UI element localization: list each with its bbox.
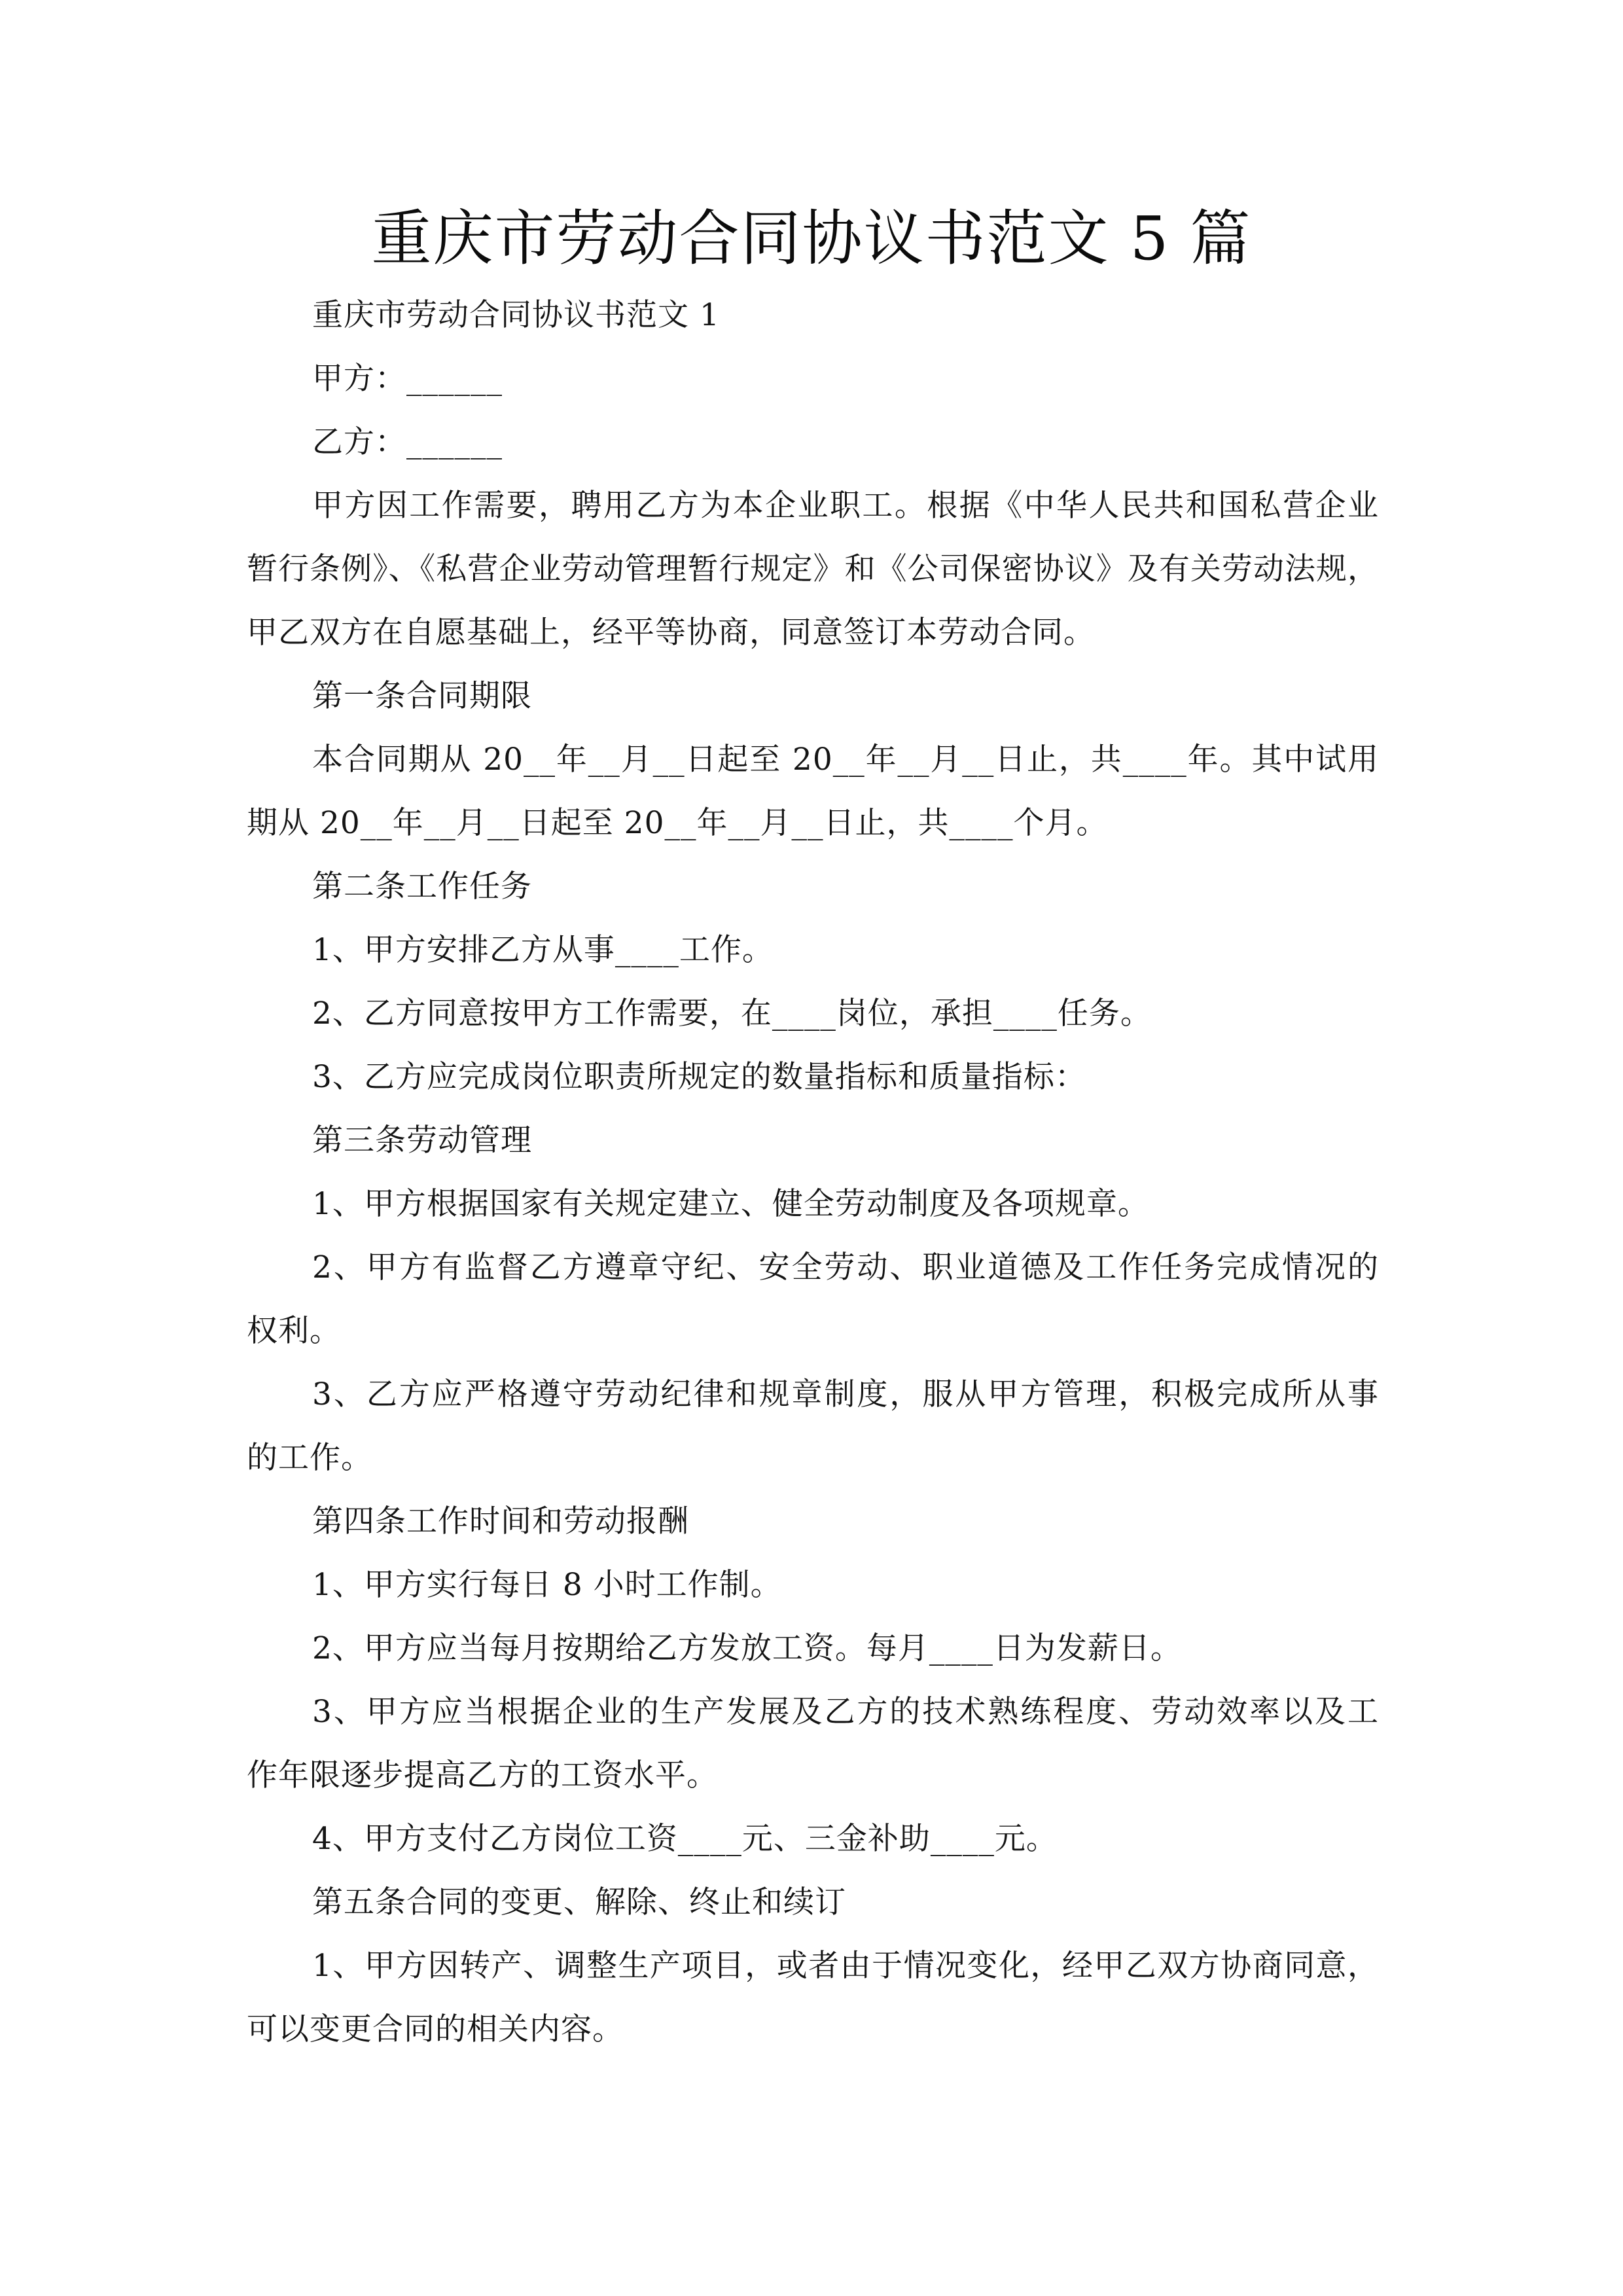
text-line: 甲方：______ [312,361,503,397]
text-line: 第三条劳动管理 [312,1122,532,1158]
text-line: 第二条工作任务 [312,869,532,905]
text-line: 1、甲方因转产、调整生产项目，或者由于情况变化，经甲乙双方协商同意， [312,1948,1379,1984]
text-line: 权利。 [247,1313,341,1349]
text-line: 4、甲方支付乙方岗位工资____元、三金补助____元。 [312,1821,1058,1857]
text-line: 作年限逐步提高乙方的工资水平。 [247,1757,718,1793]
text-line: 第四条工作时间和劳动报酬 [312,1503,689,1539]
text-line: 暂行条例》、《私营企业劳动管理暂行规定》和《公司保密协议》及有关劳动法规， [247,551,1379,587]
text-line: 乙方：______ [312,424,503,460]
text-line: 第一条合同期限 [312,678,532,714]
text-line: 甲方因工作需要，聘用乙方为本企业职工。根据《中华人民共和国私营企业 [312,488,1379,524]
text-line: 1、甲方安排乙方从事____工作。 [312,932,774,968]
document-title: 重庆市劳动合同协议书范文 5 篇 [371,204,1252,274]
text-line: 本合同期从 20__年__月__日起至 20__年__月__日止，共____年。其中试用 [312,742,1379,778]
text-line: 2、乙方同意按甲方工作需要，在____岗位，承担____任务。 [312,996,1152,1031]
text-line: 甲乙双方在自愿基础上，经平等协商，同意签订本劳动合同。 [247,615,1095,651]
text-line: 3、乙方应严格遵守劳动纪律和规章制度，服从甲方管理，积极完成所从事 [312,1376,1379,1412]
text-line: 1、甲方实行每日 8 小时工作制。 [312,1567,782,1603]
text-line: 的工作。 [247,1440,372,1476]
text-line: 重庆市劳动合同协议书范文 1 [312,297,720,333]
text-line: 期从 20__年__月__日起至 20__年__月__日止，共____个月。 [247,805,1108,841]
text-line: 2、甲方有监督乙方遵章守纪、安全劳动、职业道德及工作任务完成情况的 [312,1249,1379,1285]
text-line: 2、甲方应当每月按期给乙方发放工资。每月____日为发薪日。 [312,1630,1182,1666]
text-line: 第五条合同的变更、解除、终止和续订 [312,1884,846,1920]
text-line: 3、甲方应当根据企业的生产发展及乙方的技术熟练程度、劳动效率以及工 [312,1694,1379,1730]
text-line: 1、甲方根据国家有关规定建立、健全劳动制度及各项规章。 [312,1186,1149,1222]
text-line: 3、乙方应完成岗位职责所规定的数量指标和质量指标： [312,1059,1086,1095]
text-line: 可以变更合同的相关内容。 [247,2011,624,2047]
